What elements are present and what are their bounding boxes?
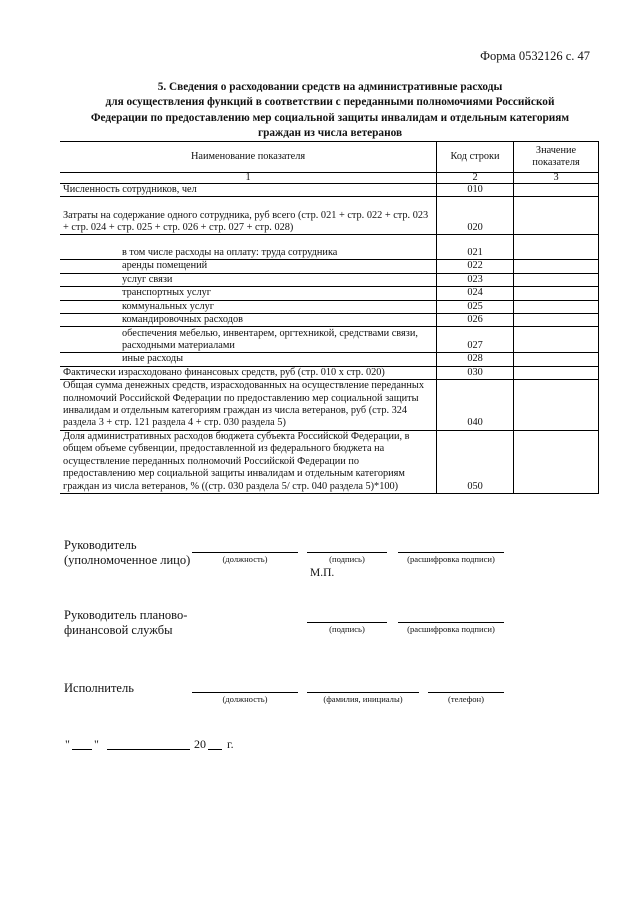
row-name: Затраты на содержание одного сотрудника, руб всего (стр. 021 + стр. 022 + стр. 023 + стр. 024 + стр. 025 + стр. 026 + стр. 027 + стр. 028) (60, 197, 437, 235)
head-signature-caption: (подпись) (329, 554, 365, 564)
header-value: Значение показателя (514, 142, 599, 173)
row-code: 010 (437, 184, 514, 197)
section-title-line: граждан из числа ветеранов (257, 126, 403, 139)
table-row (60, 353, 599, 366)
stamp-placeholder: М.П. (310, 567, 335, 579)
table-header-row (60, 142, 599, 173)
row-code: 025 (437, 300, 514, 313)
header-num-name: 1 (60, 173, 437, 184)
header-name: Наименование показателя (60, 142, 437, 173)
finance-decoding-line[interactable] (398, 622, 504, 623)
head-label-line: (уполномоченное лицо) (64, 553, 191, 567)
executor-label: Исполнитель (64, 681, 134, 695)
row-value-cell[interactable] (514, 314, 599, 327)
head-signature-line[interactable] (307, 552, 387, 553)
row-value-cell[interactable] (514, 260, 599, 273)
row-code: 028 (437, 353, 514, 366)
table-row (60, 366, 599, 379)
row-value-cell[interactable] (514, 353, 599, 366)
head-position-line[interactable] (192, 552, 298, 553)
table-row (60, 314, 599, 327)
header-code: Код строки (437, 142, 514, 173)
row-name: аренды помещений (60, 260, 437, 273)
date-year-line[interactable] (208, 749, 222, 750)
row-name: обеспечения мебелью, инвентарем, оргтехникой, средствами связи, расходными материалами (60, 327, 437, 353)
expenses-table (60, 141, 599, 494)
row-name: коммунальных услуг (60, 300, 437, 313)
head-decoding-caption: (расшифровка подписи) (407, 554, 495, 564)
section-title-line: для осуществления функций в соответствии с переданными полномочиями Российской (105, 96, 555, 109)
date-quote-open: " (65, 737, 70, 751)
row-code: 022 (437, 260, 514, 273)
table-row (60, 197, 599, 235)
row-code: 021 (437, 235, 514, 260)
finance-decoding-caption: (расшифровка подписи) (407, 624, 495, 634)
header-num-code: 2 (437, 173, 514, 184)
date-quote-close: " (94, 737, 99, 751)
table-row (60, 235, 599, 260)
table-row (60, 184, 599, 197)
table-row (60, 327, 599, 353)
row-code: 050 (437, 430, 514, 493)
form-reference: Форма 0532126 с. 47 (480, 49, 590, 63)
row-code: 026 (437, 314, 514, 327)
row-value-cell[interactable] (514, 430, 599, 493)
date-month-line[interactable] (107, 749, 190, 750)
finance-signature-label (64, 608, 187, 638)
row-value-cell[interactable] (514, 300, 599, 313)
row-code: 020 (437, 197, 514, 235)
table-row (60, 287, 599, 300)
finance-label-line: финансовой службы (64, 623, 173, 637)
date-year-prefix: 20 (194, 737, 206, 751)
row-value-cell[interactable] (514, 184, 599, 197)
row-code: 023 (437, 273, 514, 286)
row-value-cell[interactable] (514, 287, 599, 300)
row-value-cell[interactable] (514, 273, 599, 286)
date-year-suffix: г. (227, 737, 234, 751)
head-signature-label (64, 538, 190, 568)
executor-name-caption: (фамилия, инициалы) (323, 694, 403, 704)
table-row (60, 300, 599, 313)
row-code: 027 (437, 327, 514, 353)
row-code: 024 (437, 287, 514, 300)
row-value-cell[interactable] (514, 327, 599, 353)
table-number-row (60, 173, 599, 184)
row-name: командировочных расходов (60, 314, 437, 327)
section-title-line: 5. Сведения о расходовании средств на административные расходы (157, 81, 503, 93)
row-code: 030 (437, 366, 514, 379)
head-label-line: Руководитель (64, 538, 137, 552)
executor-phone-line[interactable] (428, 692, 504, 693)
executor-position-line[interactable] (192, 692, 298, 693)
executor-phone-caption: (телефон) (448, 694, 484, 704)
table-row (60, 260, 599, 273)
section-title (60, 80, 600, 141)
row-value-cell[interactable] (514, 366, 599, 379)
finance-label-line: Руководитель планово- (64, 608, 188, 622)
finance-signature-line[interactable] (307, 622, 387, 623)
finance-signature-caption: (подпись) (329, 624, 365, 634)
row-value-cell[interactable] (514, 235, 599, 260)
row-value-cell[interactable] (514, 380, 599, 431)
head-decoding-line[interactable] (398, 552, 504, 553)
executor-position-caption: (должность) (222, 694, 268, 704)
row-name: Численность сотрудников, чел (60, 184, 437, 197)
row-name: услуг связи (60, 273, 437, 286)
row-value-cell[interactable] (514, 197, 599, 235)
section-title-line: Федерации по предоставлению мер социальной защиты инвалидам и отдельным категориям (90, 111, 570, 124)
row-name: транспортных услуг (60, 287, 437, 300)
row-name: в том числе расходы на оплату: труда сотрудника (60, 235, 437, 260)
row-name: Доля административных расходов бюджета субъекта Российской Федерации, в общем объеме субвенции, предоставленной из федерального бюджета на осуществление переданных полномочий Российской Федерации по предоставлению мер социальной защиты инвалидам и отдельным категориям граждан из числа ветеранов, % ((стр. 030 раздела 5/ стр. 040 раздела 5)*100) (60, 430, 437, 493)
head-position-caption: (должность) (222, 554, 268, 564)
header-num-value: 3 (514, 173, 599, 184)
row-name: иные расходы (60, 353, 437, 366)
row-name: Фактически израсходовано финансовых средств, руб (стр. 010 х стр. 020) (60, 366, 437, 379)
table-row (60, 273, 599, 286)
date-day-line[interactable] (72, 749, 92, 750)
executor-name-line[interactable] (307, 692, 419, 693)
row-name: Общая сумма денежных средств, израсходованных на осуществление переданных полномочий Российской Федерации по предоставлению мер социальной защиты инвалидам и отдельным категориям граждан из числа ветеранов, руб (стр. 324 раздела 3 + стр. 121 раздела 4 + стр. 030 раздела 5) (60, 380, 437, 431)
row-code: 040 (437, 380, 514, 431)
table-row (60, 430, 599, 493)
table-row (60, 380, 599, 431)
